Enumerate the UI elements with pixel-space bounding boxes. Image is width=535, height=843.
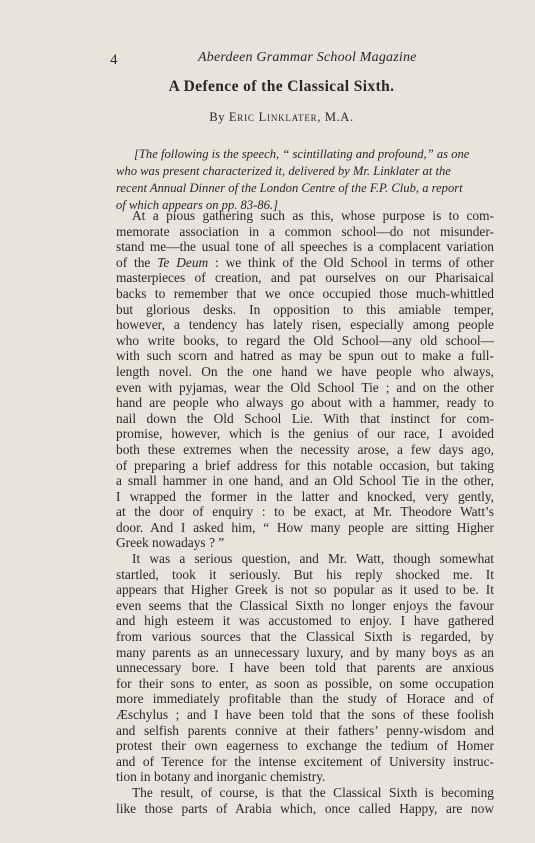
byline-author: Eric Linklater (228, 110, 318, 124)
body-text-line: At a pious gathering such as this, whose purpose is to com- (132, 208, 494, 223)
body-text-line: door. And I asked him, “ How many people are sitting Higher (116, 519, 494, 535)
body-text-line: and of Terence for the intense excitement of University instruc- (116, 753, 494, 769)
body-text-line: more immediately profitable than the study of Horace and of (116, 691, 494, 707)
body-text-line: and selfish parents connive at their fathers’ penny-wisdom and (116, 722, 494, 738)
body-text-line: promise, however, which is the genius of our race, I avoided (116, 426, 494, 442)
body-text-line: protest their own eagerness to exchange the tedium of Homer (116, 738, 494, 754)
body-text-line: at the door of enquiry : to be exact, at Mr. Theodore Watt’s (116, 504, 494, 520)
body-text-line: with such scorn and hatred as may be spun out to make a full- (116, 348, 494, 364)
body-text-line: like those parts of Arabia which, once called Happy, are now (116, 800, 494, 816)
intro-line: who was present characterized it, delivered by Mr. Linklater at the (116, 164, 451, 178)
body-text-line: length novel. On the one hand we have people who always, (116, 363, 494, 379)
intro-line: recent Annual Dinner of the London Centre of the F.P. Club, a report (116, 181, 463, 195)
body-text-line: stand me—the usual tone of all speeches is a complacent variation (116, 239, 494, 255)
body-text-line: appears that Higher Greek is not so popular as it used to be. It (116, 582, 494, 598)
body-text-line: It was a serious question, and Mr. Watt, though somewhat (132, 551, 494, 567)
article-title: A Defence of the Classical Sixth. (168, 78, 395, 95)
body-text-line: even with pyjamas, wear the Old School Tie ; and on the other (116, 379, 494, 395)
running-head: Aberdeen Grammar School Magazine (198, 50, 417, 65)
body-text-line: who write books, to regard the Old School—any old school— (116, 332, 494, 348)
body-text-line: Æschylus ; and I have been told that the sons of these foolish (116, 707, 494, 722)
editorial-note (116, 146, 492, 214)
body-text-line: from various sources that the Classical Sixth is regarded, by (116, 629, 494, 645)
italic-title: Te Deum (157, 254, 209, 270)
body-text-line: I wrapped the former in the latter and knocked, very gently, (116, 488, 494, 504)
body-text-line: of preparing a brief address for this notable occasion, but taking (116, 457, 494, 473)
body-text-line: for their sons to enter, as soon as possible, on some occupation (116, 675, 494, 691)
byline-prefix: By (209, 110, 229, 124)
body-text-line: Greek nowadays ? ” (116, 535, 225, 551)
body-text-line: however, a tendency has lately risen, especially among people (116, 317, 494, 333)
body-text-line: many parents as an unnecessary luxury, and by many boys as an (116, 644, 494, 660)
body-text-line: both these extremes when the necessity arose, a few days ago, (116, 441, 494, 457)
body-text-line: masterpieces of creation, and pat ourselves on our Pharisaical (116, 270, 494, 286)
body-text-line: tion in botany and inorganic chemistry. (116, 769, 326, 785)
body-text-line: and high esteem it was accustomed to enjoy. I have gathered (116, 613, 494, 629)
article-body (116, 208, 494, 816)
body-text-line: nail down the Old School Lie. With that instinct for com- (116, 410, 494, 426)
article-byline (0, 110, 535, 125)
intro-line: of which appears on pp. 83-86.] (116, 198, 278, 212)
body-text-line: even seems that the Classical Sixth no longer enjoys the favour (116, 597, 494, 613)
page-header (108, 50, 448, 70)
intro-line: [The following is the speech, “ scintillating and profound,” as one (134, 147, 470, 161)
body-text-line: but glorious desks. In opposition to this amiable temper, (116, 301, 494, 317)
body-text-line: startled, took it seriously. But his reply shocked me. It (116, 566, 494, 582)
body-text-line: a small hammer in one hand, and an Old School Tie in the other, (116, 473, 494, 489)
body-text-line: The result, of course, is that the Classical Sixth is becoming (132, 784, 494, 800)
byline-suffix: , M.A. (317, 110, 354, 124)
body-text-line: of the Te Deum : we think of the Old School in terms of other (116, 254, 494, 270)
body-text-line: hand are people who always go about with a hammer, ready to (116, 395, 494, 411)
body-text-line: unnecessary bore. I have been told that parents are anxious (116, 660, 494, 676)
body-text-line: backs to remember that we once occupied those much-whittled (116, 285, 494, 301)
page-number: 4 (110, 52, 118, 68)
body-text-line: memorate association in a common school—do not misunder- (116, 223, 494, 239)
